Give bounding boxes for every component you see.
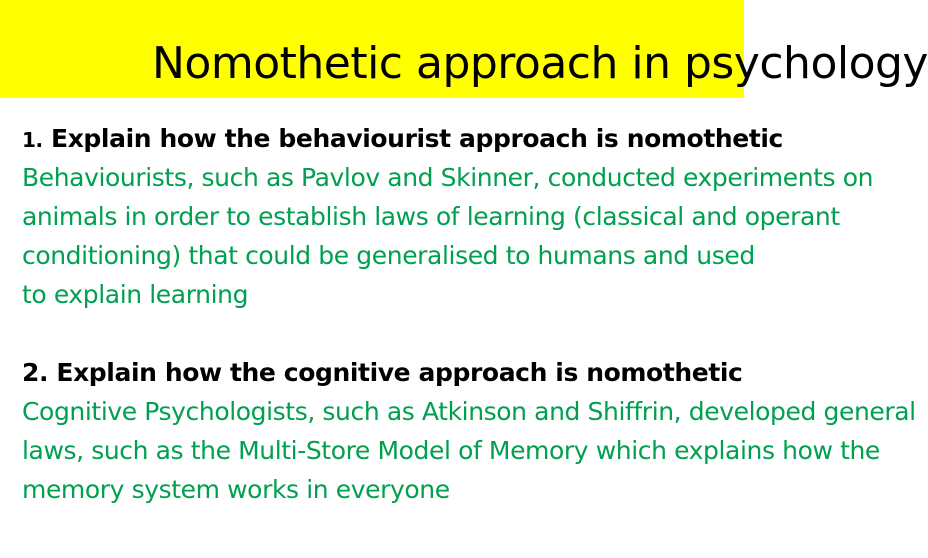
question-2-number: 2. [22,358,49,387]
question-2-answer-line-2: laws, such as the Multi-Store Model of Memory which explains how the [22,436,880,465]
question-1-answer-line-2: animals in order to establish laws of learning (classical and operant [22,202,840,231]
question-1-answer-line-3: conditioning) that could be generalised to humans and used [22,241,755,270]
question-1-answer-line-1: Behaviourists, such as Pavlov and Skinner, conducted experiments on [22,163,874,192]
question-2-answer-line-1: Cognitive Psychologists, such as Atkinson and Shiffrin, developed general [22,397,916,426]
question-1-number: 1. [22,128,43,152]
slide-title: Nomothetic approach in psychology [152,38,928,89]
slide-body [22,119,916,509]
question-2-heading [22,353,744,392]
paragraph-spacer [22,314,744,353]
question-1-answer-line-4: to explain learning [22,280,249,309]
question-1-heading [22,119,783,158]
question-2-answer-line-3: memory system works in everyone [22,475,450,504]
question-1-prompt: Explain how the behaviourist approach is nomothetic [51,124,783,153]
question-2-prompt: Explain how the cognitive approach is nomothetic [56,358,743,387]
title-banner [0,0,928,98]
